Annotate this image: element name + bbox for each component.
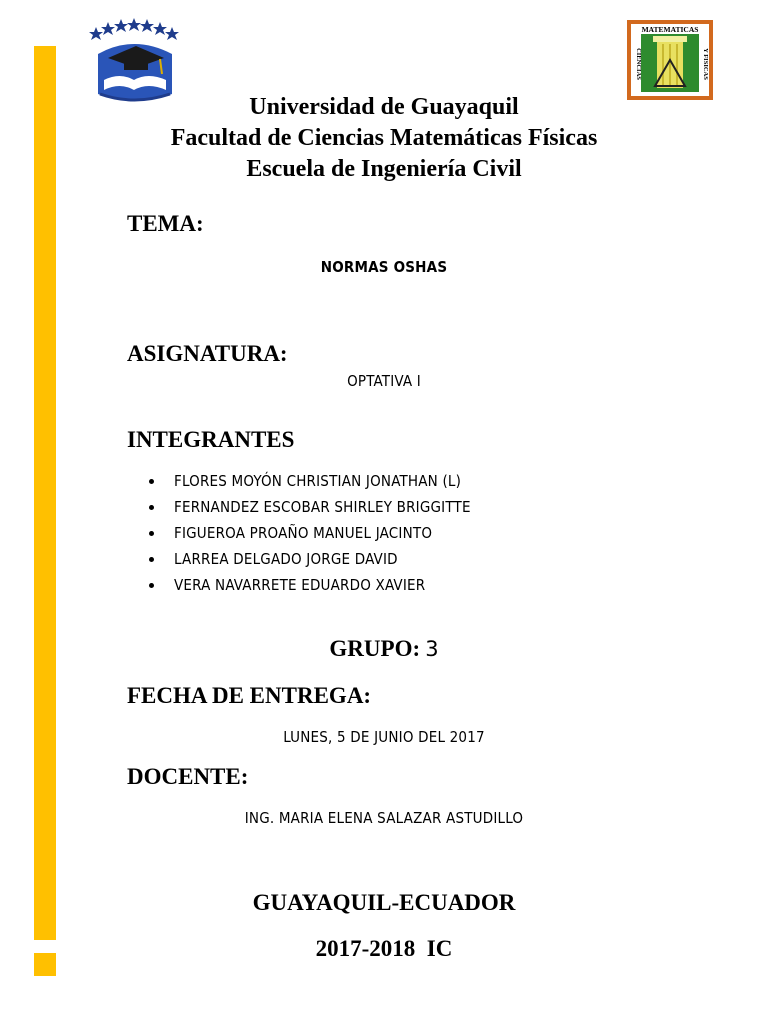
fecha-value: LUNES, 5 DE JUNIO DEL 2017: [283, 728, 485, 746]
tema-value: NORMAS OSHAS: [320, 258, 448, 276]
seal-text-top: MATEMATICAS: [641, 25, 699, 34]
bullet-icon: [149, 505, 154, 510]
member-name: FERNANDEZ ESCOBAR SHIRLEY BRIGGITTE: [174, 498, 471, 516]
school-title: Escuela de Ingeniería Civil: [246, 156, 522, 182]
seal-text-right: Y FISICAS: [702, 48, 709, 80]
list-item: [127, 468, 471, 494]
period: 2017-2018 IC: [315, 936, 453, 961]
faculty-title: Facultad de Ciencias Matemáticas Físicas: [170, 125, 598, 151]
member-name: FLORES MOYÓN CHRISTIAN JONATHAN (L): [174, 472, 462, 490]
tema-label: TEMA:: [127, 211, 204, 236]
docente-value: ING. MARIA ELENA SALAZAR ASTUDILLO: [244, 809, 524, 827]
faculty-seal: [627, 20, 713, 100]
integrantes-label: INTEGRANTES: [127, 427, 295, 452]
bullet-icon: [149, 531, 154, 536]
asignatura-value: OPTATIVA I: [347, 372, 421, 390]
place: GUAYAQUIL-ECUADOR: [252, 890, 516, 915]
stars-icon: [89, 18, 179, 40]
asignatura-label: ASIGNATURA:: [127, 341, 288, 366]
fecha-label: FECHA DE ENTREGA:: [127, 683, 372, 708]
university-title: Universidad de Guayaquil: [249, 94, 519, 120]
bullet-icon: [149, 583, 154, 588]
member-name: VERA NAVARRETE EDUARDO XAVIER: [174, 576, 426, 594]
grupo-label: GRUPO:: [329, 636, 421, 661]
grupo-value: 3: [425, 637, 439, 661]
list-item: [127, 572, 471, 598]
list-item: [127, 494, 471, 520]
list-item: [127, 520, 471, 546]
grupo-line: [0, 636, 768, 662]
member-name: FIGUEROA PROAÑO MANUEL JACINTO: [174, 524, 433, 542]
seal-text-left: CIENCIAS: [635, 48, 642, 80]
member-name: LARREA DELGADO JORGE DAVID: [174, 550, 398, 568]
list-item: [127, 546, 471, 572]
members-list: [127, 468, 471, 598]
docente-label: DOCENTE:: [127, 764, 249, 789]
bullet-icon: [149, 479, 154, 484]
bullet-icon: [149, 557, 154, 562]
